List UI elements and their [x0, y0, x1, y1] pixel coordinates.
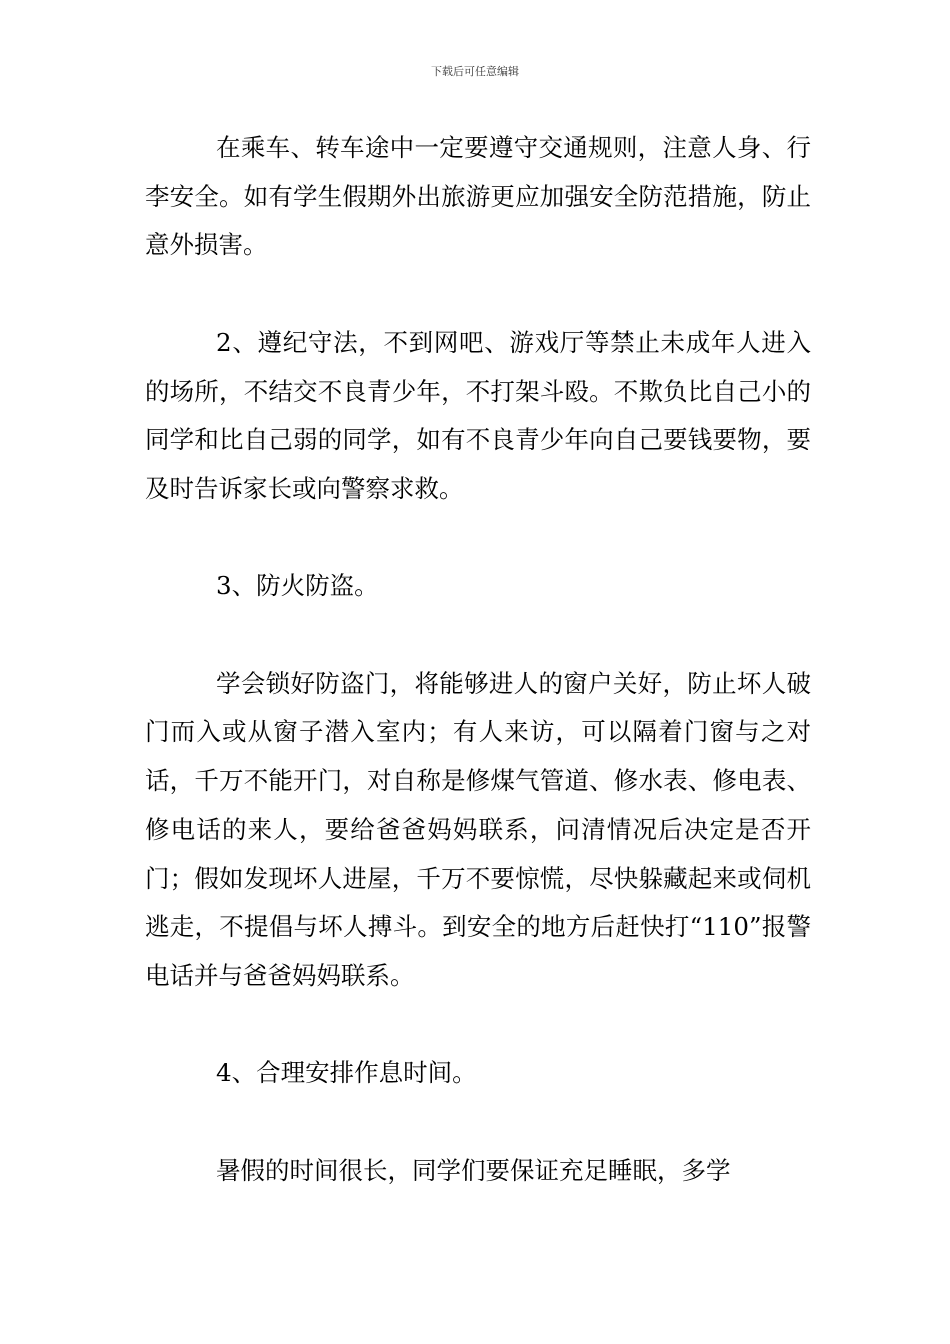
page-header: 下载后可任意编辑	[431, 65, 519, 78]
paragraph-schedule-heading: 4、合理安排作息时间。	[216, 1058, 477, 1088]
paragraph-lock-doors: 学会锁好防盗门，将能够进人的窗户关好，防止坏人破门而入或从窗子潜入室内；有人来访，可以隔着门窗与之对话，千万不能开门，对自称是修煤气管道、修水表、修电表、修电话的来人，要给爸爸妈妈联系，问清情况后决定是否开门；假如发现坏人进屋，千万不要惊慌，尽快躲藏起来或伺机逃走，不提倡与坏人搏斗。到安全的地方后赶快打“110”报警电话并与爸爸妈妈联系。	[145, 668, 811, 990]
paragraph-fire-theft-heading: 3、防火防盗。	[216, 571, 379, 601]
paragraph-travel-safety: 在乘车、转车途中一定要遵守交通规则，注意人身、行李安全。如有学生假期外出旅游更应加强安全防范措施，防止意外损害。	[145, 133, 811, 260]
paragraph-summer-time: 暑假的时间很长，同学们要保证充足睡眠，多学	[216, 1155, 731, 1185]
paragraph-obey-law: 2、遵纪守法，不到网吧、游戏厅等禁止未成年人进入的场所，不结交不良青少年，不打架斗殴。不欺负比自己小的同学和比自己弱的同学，如有不良青少年向自己要钱要物，要及时告诉家长或向警察求救。	[145, 327, 811, 503]
document-body	[145, 124, 811, 1195]
